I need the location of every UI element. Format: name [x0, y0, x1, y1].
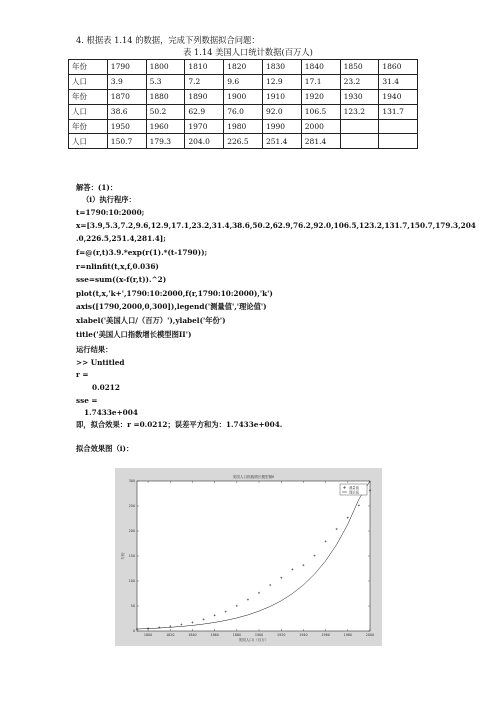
row-header-cell: 年份: [69, 60, 108, 75]
table-cell: 38.6: [107, 104, 146, 119]
table-cell: 131.7: [379, 104, 418, 119]
answer-heading: 解答：(1)：: [76, 183, 118, 192]
table-cell: 1890: [185, 89, 224, 104]
x-tick-label: 1800: [143, 633, 153, 637]
result-heading: 运行结果：: [76, 345, 113, 354]
table-cell: 226.5: [224, 134, 263, 149]
table-row: [69, 134, 418, 149]
table-cell: 204.0: [185, 134, 224, 149]
legend-label-theory: 理论值: [349, 490, 359, 495]
row-header-cell: 人口: [69, 104, 108, 119]
figure-heading: 拟合效果图（i)：: [76, 444, 134, 453]
code-line: sse=sum((x-f(r,t)).^2): [76, 275, 167, 284]
table-cell: 9.6: [224, 74, 263, 89]
table-cell: 1800: [146, 60, 185, 75]
code-line: x=[3.9,5.3,7.2,9.6,12.9,17.1,23.2,31.4,38.6,50.2,62.9,76.2,92.0,106.5,123.2,131.7,150.7,179.3,204: [76, 221, 476, 230]
row-header-cell: 人口: [69, 74, 108, 89]
table-cell: 62.9: [185, 104, 224, 119]
x-tick-label: 1860: [210, 633, 219, 637]
chart-title: 美国人口指数增长模型图II: [232, 475, 275, 479]
code-line: t=1790:10:2000;: [76, 208, 145, 217]
table-cell: 1900: [224, 89, 263, 104]
table-cell: 1920: [301, 89, 340, 104]
table-cell: 50.2: [146, 104, 185, 119]
result-line: 1.7433e+004: [84, 408, 138, 417]
table-cell: [340, 134, 379, 149]
y-tick-label: 300: [128, 479, 135, 484]
table-cell: 17.1: [301, 74, 340, 89]
table-cell: 31.4: [379, 74, 418, 89]
table-row: [69, 119, 418, 134]
table-cell: 23.2: [340, 74, 379, 89]
y-tick-label: 50: [130, 604, 135, 609]
row-header-cell: 人口: [69, 134, 108, 149]
table-cell: 76.0: [224, 104, 263, 119]
table-cell: 1960: [146, 119, 185, 134]
legend-label-measured: 测量值: [349, 485, 359, 490]
table-cell: 1870: [107, 89, 146, 104]
code-line: xlabel('美国人口/（百万）'),ylabel('年份'): [76, 316, 226, 325]
y-tick-label: 0: [132, 629, 135, 634]
table-cell: 1880: [146, 89, 185, 104]
table-cell: 1790: [107, 60, 146, 75]
x-tick-label: 1920: [277, 633, 286, 637]
x-tick-label: 1900: [254, 633, 264, 637]
table-cell: 1860: [379, 60, 418, 75]
table-cell: 1930: [340, 89, 379, 104]
code-line: f=@(r,t)3.9.*exp(r(1).*(t-1790));: [76, 248, 208, 257]
y-tick-label: 250: [128, 504, 135, 509]
result-line: 0.0212: [92, 383, 120, 392]
table-cell: 251.4: [262, 134, 301, 149]
table-cell: 1950: [107, 119, 146, 134]
table-row: [69, 74, 418, 89]
x-tick-label: 2000: [365, 633, 375, 637]
plot-area: [137, 481, 370, 631]
code-line: plot(t,x,'k+',1790:10:2000,f(r,1790:10:2000),'k'): [76, 289, 273, 298]
question-text: 4. 根据表 1.14 的数据，完成下列数据拟合问题：: [76, 35, 260, 45]
table-row: [69, 104, 418, 119]
table-cell: 3.9: [107, 74, 146, 89]
code-line: axis([1790,2000,0,300]),legend('测量值','理论值'): [76, 302, 267, 311]
table-cell: [379, 134, 418, 149]
population-table: [68, 59, 418, 149]
code-line: r=nlinfit(t,x,f,0.036): [76, 262, 159, 271]
table-row: [69, 89, 418, 104]
table-cell: 1940: [379, 89, 418, 104]
table-row: [69, 60, 418, 75]
table-cell: 179.3: [146, 134, 185, 149]
table-cell: 1910: [262, 89, 301, 104]
result-line: >> Untitled: [76, 358, 125, 367]
table-cell: 1840: [301, 60, 340, 75]
y-axis-label: 年份: [121, 552, 125, 560]
table-cell: 1980: [224, 119, 263, 134]
x-tick-label: 1960: [321, 633, 330, 637]
result-line: sse =: [76, 396, 98, 405]
table-cell: [379, 119, 418, 134]
table-cell: 5.3: [146, 74, 185, 89]
x-tick-label: 1880: [232, 633, 242, 637]
fit-figure: [115, 468, 382, 646]
table-cell: 7.2: [185, 74, 224, 89]
code-line: .0,226.5,251.4,281.4];: [76, 234, 166, 243]
table-cell: [340, 119, 379, 134]
fit-chart: [115, 468, 382, 646]
table-cell: 150.7: [107, 134, 146, 149]
table-cell: 92.0: [262, 104, 301, 119]
table-cell: 1970: [185, 119, 224, 134]
table-cell: 1850: [340, 60, 379, 75]
code-line: title('美国人口指数增长模型图II'): [76, 330, 192, 339]
y-tick-label: 150: [128, 554, 135, 559]
table-cell: 2000: [301, 119, 340, 134]
table-cell: 1810: [185, 60, 224, 75]
x-tick-label: 1820: [166, 633, 175, 637]
x-tick-label: 1840: [188, 633, 197, 637]
table-cell: 1990: [262, 119, 301, 134]
program-heading: （i）执行程序：: [82, 195, 136, 204]
table-cell: 281.4: [301, 134, 340, 149]
table-cell: 1830: [262, 60, 301, 75]
table-caption: 表 1.14 美国人口统计数据(百万人): [183, 47, 313, 57]
table-cell: 12.9: [262, 74, 301, 89]
table-cell: 106.5: [301, 104, 340, 119]
y-tick-label: 100: [128, 579, 135, 584]
y-tick-label: 200: [128, 529, 135, 534]
row-header-cell: 年份: [69, 89, 108, 104]
result-line: r =: [76, 370, 89, 379]
x-tick-label: 1980: [343, 633, 353, 637]
row-header-cell: 年份: [69, 119, 108, 134]
x-axis-label: 美国人口/（百万）: [238, 638, 269, 642]
x-tick-label: 1940: [299, 633, 308, 637]
table-cell: 123.2: [340, 104, 379, 119]
table-cell: 1820: [224, 60, 263, 75]
summary-text: 即，拟合效果：r =0.0212；误差平方和为：1.7433e+004.: [76, 420, 283, 429]
